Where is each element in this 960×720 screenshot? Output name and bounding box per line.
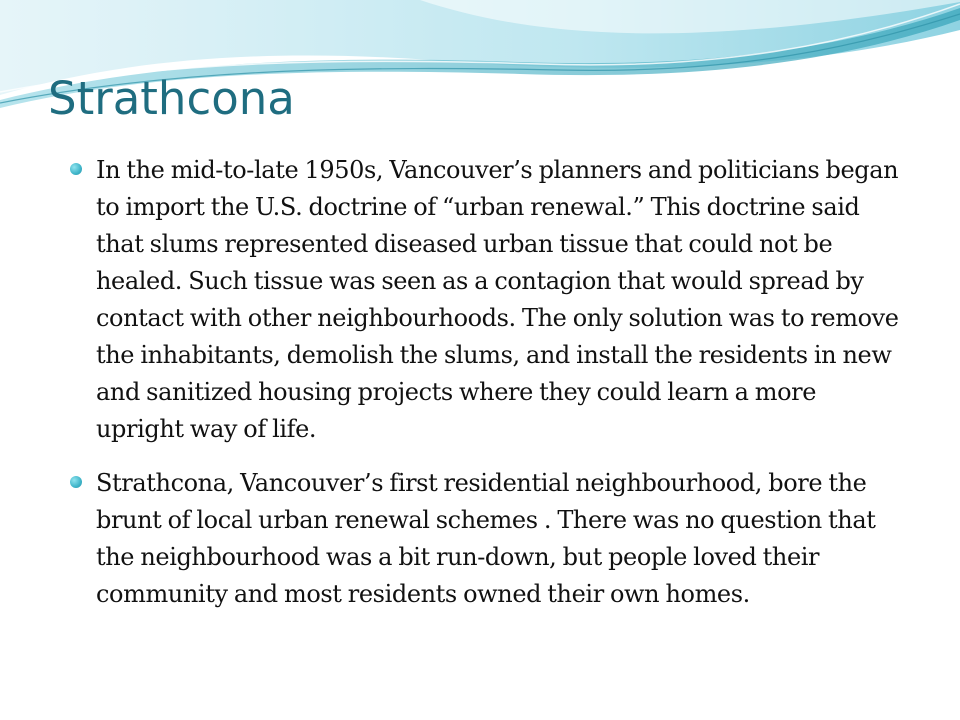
bullet-icon xyxy=(70,476,82,488)
bullet-item-2 xyxy=(70,465,900,613)
bullet-list xyxy=(70,152,900,630)
bullet-item-1 xyxy=(70,152,900,448)
bullet-text: Strathcona, Vancouver’s first residential neighbourhood, bore the brunt of local urban renewal schemes . There was no question that the neighbourhood was a bit run-down, but people loved their community and most residents owned their own homes. xyxy=(96,469,876,608)
bullet-icon xyxy=(70,163,82,175)
slide-title: Strathcona xyxy=(48,72,295,125)
bullet-text: In the mid-to-late 1950s, Vancouver’s planners and politicians began to import the U.S. doctrine of “urban renewal.” This doctrine said that slums represented diseased urban tissue that could not be healed. Such tissue was seen as a contagion that would spread by contact with other neighbourhoods. The only solution was to remove the inhabitants, demolish the slums, and install the residents in new and sanitized housing projects where they could learn a more upright way of life. xyxy=(96,156,899,443)
